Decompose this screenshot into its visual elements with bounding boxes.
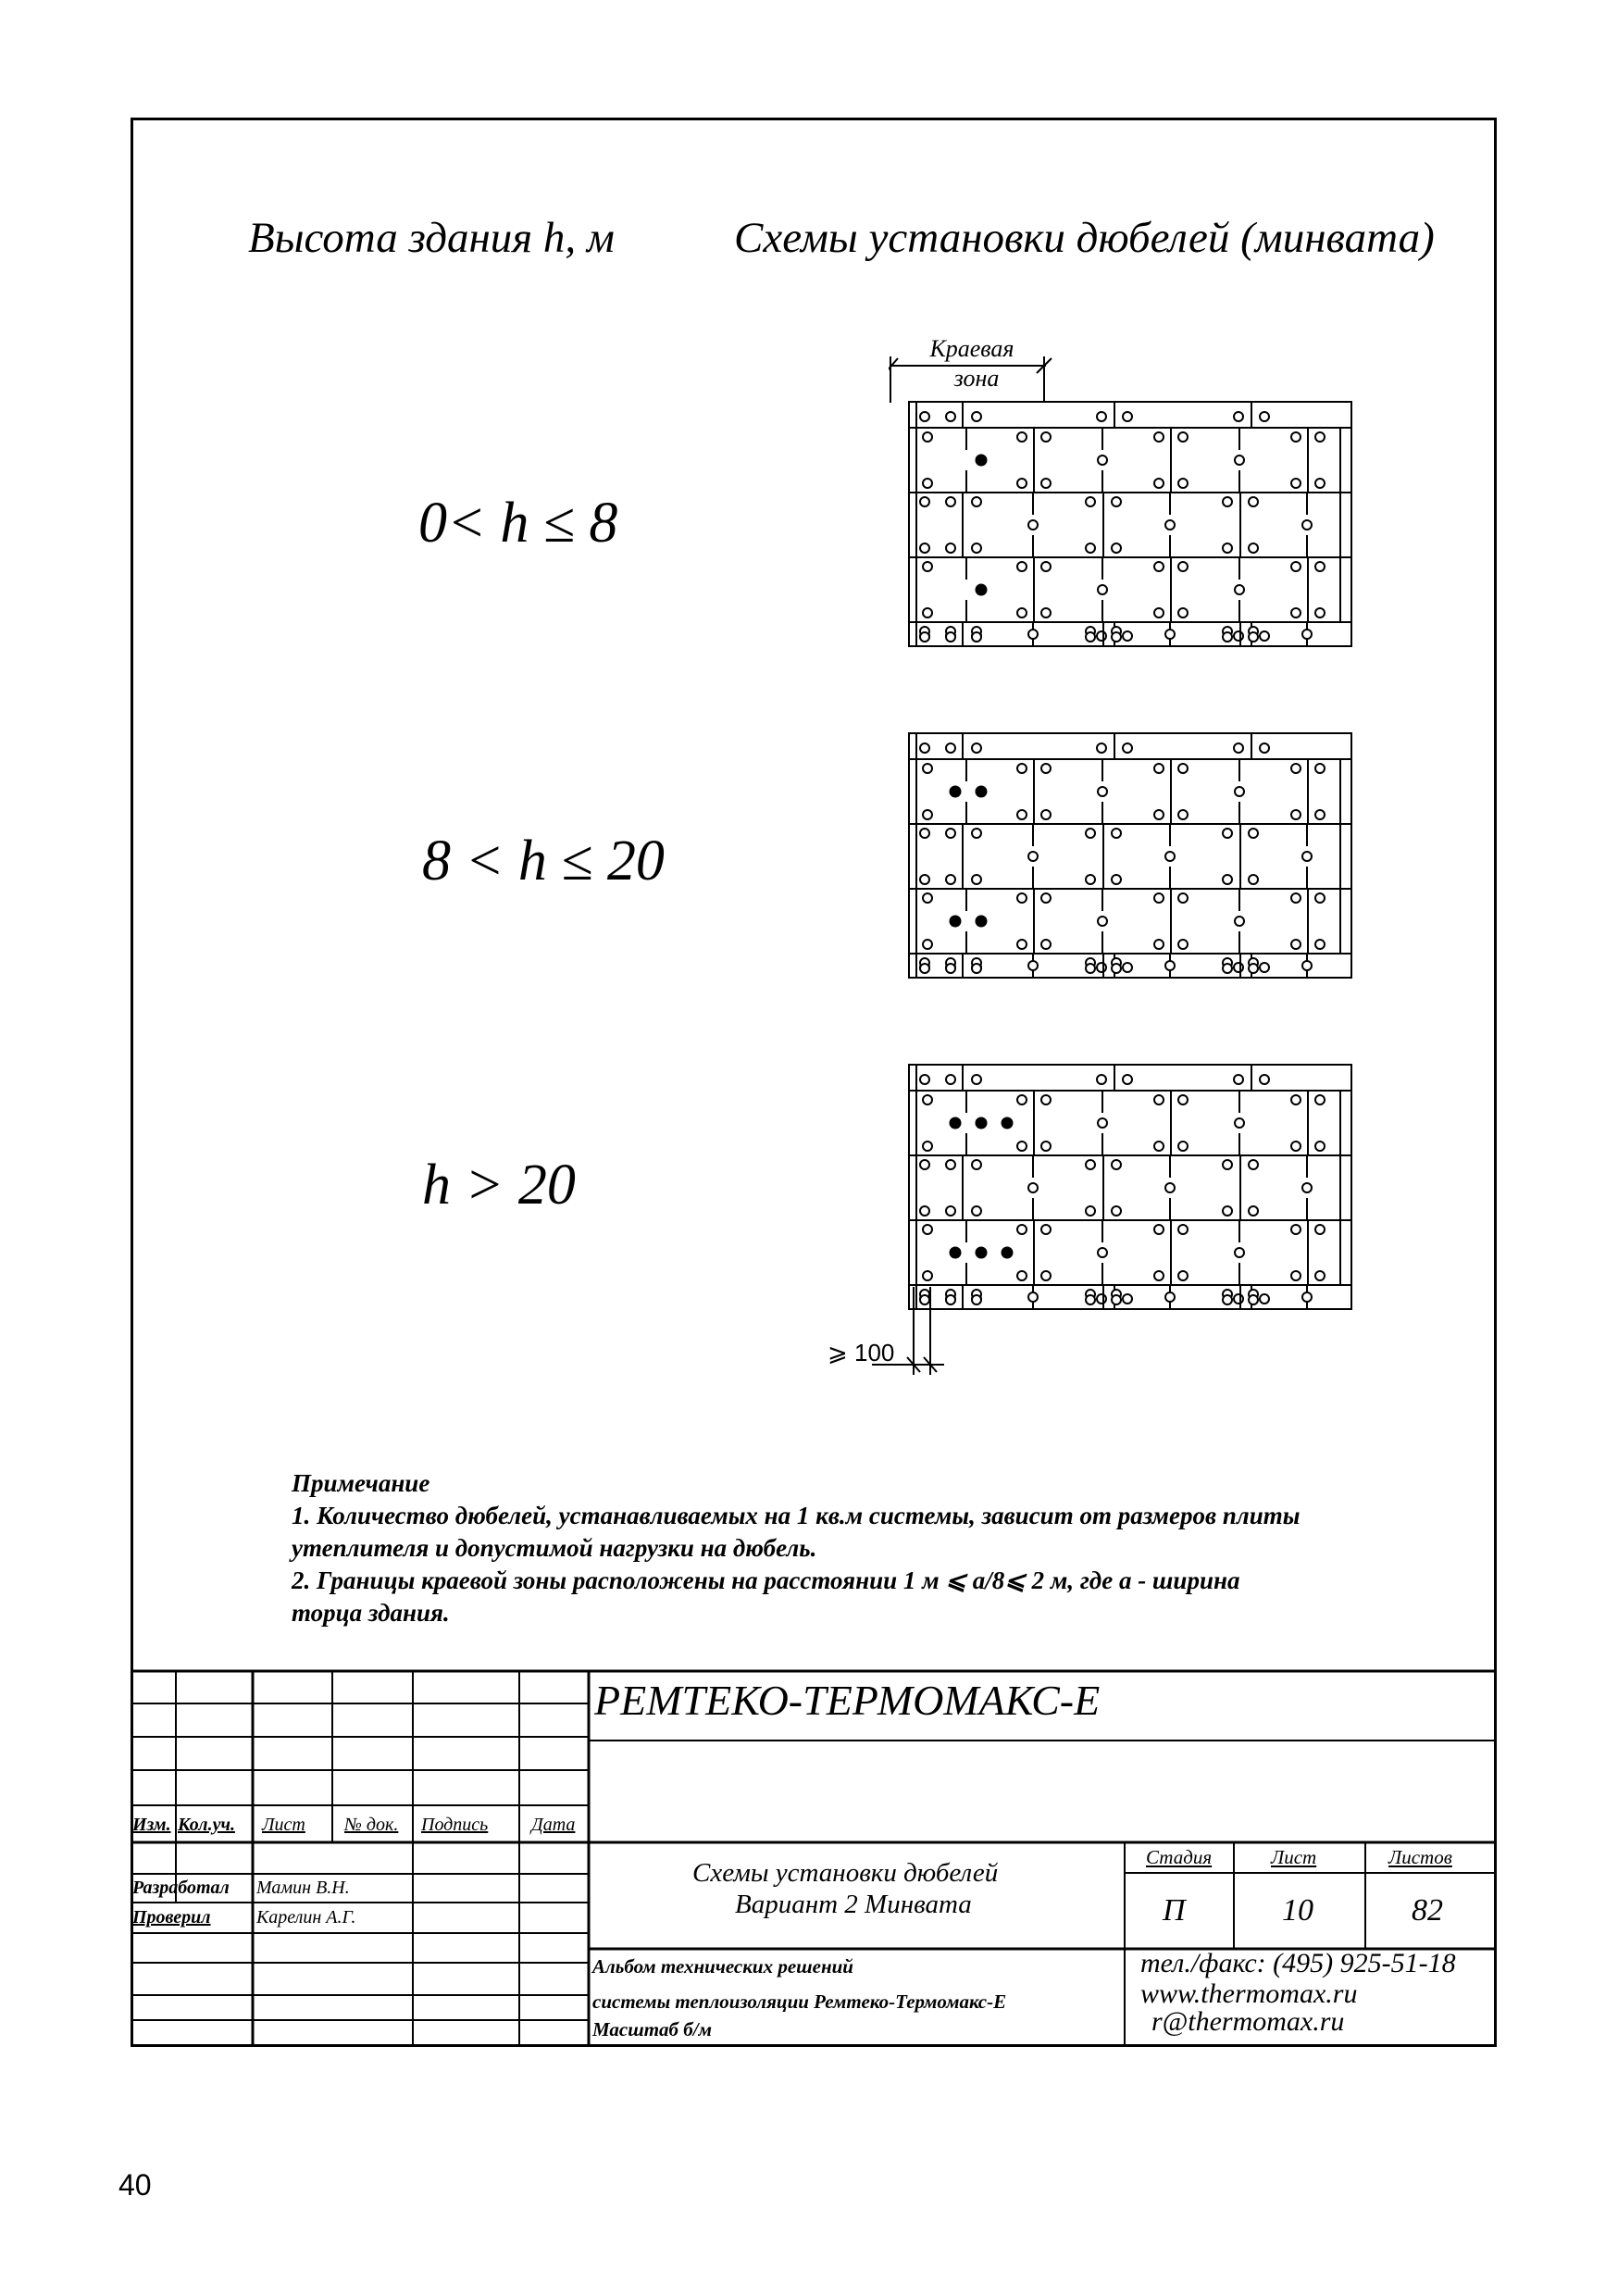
dowel — [1165, 1292, 1175, 1302]
dowel — [1086, 964, 1095, 973]
dowel — [1112, 632, 1121, 642]
dowel-scheme-2 — [905, 730, 1357, 981]
dowel — [1302, 630, 1312, 639]
dowel — [972, 964, 981, 973]
dowel — [1154, 810, 1164, 819]
dowel — [920, 1206, 929, 1216]
dowel — [1086, 875, 1095, 884]
dowel — [1017, 432, 1027, 442]
dowel — [1315, 562, 1325, 571]
dowel — [946, 875, 955, 884]
dowel — [1086, 829, 1095, 838]
dowel — [1302, 520, 1312, 530]
dowel — [1178, 1225, 1188, 1234]
sheet-value: 10 — [1282, 1893, 1313, 1928]
note-line-1: 1. Количество дюбелей, устанавливаемых на 1 кв.м системы, зависит от размеров плиты — [292, 1502, 1301, 1529]
sheets-value: 82 — [1412, 1893, 1443, 1928]
dowel — [1154, 1271, 1164, 1280]
edge-dowel — [977, 455, 987, 466]
dowel — [1017, 1095, 1027, 1104]
dowel — [1235, 1248, 1244, 1257]
dowel — [946, 543, 955, 553]
dowel — [1112, 1295, 1121, 1304]
dowel — [1086, 497, 1095, 506]
dowel — [1223, 632, 1232, 642]
dowel — [923, 562, 932, 571]
company-name: РЕМТЕКО-ТЕРМОМАКС-Е — [594, 1677, 1101, 1724]
dowel — [920, 632, 929, 642]
dowel — [1165, 630, 1175, 639]
dowel — [1041, 1095, 1051, 1104]
dowel — [1223, 1295, 1232, 1304]
dowel — [1112, 1206, 1121, 1216]
dowel — [1041, 562, 1051, 571]
dowel — [1165, 961, 1175, 970]
dowel — [923, 1142, 932, 1151]
dowel — [1223, 964, 1232, 973]
dowel — [1028, 520, 1038, 530]
col-header-date: Дата — [531, 1815, 576, 1835]
dowel — [1154, 893, 1164, 903]
sheets-label: Листов — [1388, 1846, 1452, 1868]
dowel — [1315, 608, 1325, 618]
col-header-izm: Изм. — [132, 1815, 171, 1835]
edge-dowel — [977, 585, 987, 595]
dowel — [1235, 585, 1244, 594]
dowel — [1112, 1160, 1121, 1169]
dowel — [1017, 1271, 1027, 1280]
dowel — [1234, 412, 1243, 421]
dowel — [1178, 1095, 1188, 1104]
dowel — [946, 1160, 955, 1169]
min-distance-label: ⩾ 100 — [828, 1339, 895, 1366]
dowel — [946, 1206, 955, 1216]
dowel — [1112, 543, 1121, 553]
dowel — [1097, 1294, 1106, 1304]
dowel — [1041, 940, 1051, 949]
dowel — [972, 1160, 981, 1169]
dowel — [1123, 963, 1132, 972]
dowel — [1086, 1206, 1095, 1216]
dowel — [1165, 520, 1175, 530]
dowel — [923, 893, 932, 903]
dowel — [1097, 743, 1106, 753]
dowel — [1041, 479, 1051, 488]
developed-label: Разработал — [132, 1878, 230, 1898]
dowel — [1041, 1271, 1051, 1280]
dowel — [1315, 810, 1325, 819]
dowel — [1041, 1142, 1051, 1151]
col-header-sign: Подпись — [421, 1815, 489, 1835]
dowel — [923, 479, 932, 488]
dowel — [1086, 1160, 1095, 1169]
notes-title: Примечание — [292, 1469, 430, 1497]
dowel — [1249, 964, 1258, 973]
dowel — [1041, 764, 1051, 773]
dowel — [1291, 562, 1301, 571]
dowel — [972, 1075, 981, 1084]
dowel — [1112, 964, 1121, 973]
dowel — [972, 497, 981, 506]
dowel — [1123, 1075, 1132, 1084]
dowel — [1178, 940, 1188, 949]
dowel — [1302, 1292, 1312, 1302]
dowel — [1028, 1292, 1038, 1302]
dowel — [1234, 1075, 1243, 1084]
dowel — [946, 1075, 955, 1084]
drawing-title-line1: Схемы установки дюбелей — [692, 1858, 999, 1888]
dowel — [1315, 1142, 1325, 1151]
album-line2: системы теплоизоляции Ремтеко-Термомакс-Е — [592, 1990, 1007, 2013]
dowel — [923, 940, 932, 949]
dowel — [1223, 543, 1232, 553]
dowel — [1315, 764, 1325, 773]
col-header-list: Лист — [262, 1815, 305, 1835]
dowel — [1028, 630, 1038, 639]
dowel — [1017, 479, 1027, 488]
dowel — [923, 432, 932, 442]
dowel — [920, 875, 929, 884]
edge-dowel — [951, 917, 961, 927]
sheet-label: Лист — [1271, 1846, 1317, 1868]
col-header-doc: № док. — [344, 1815, 399, 1835]
dowel — [972, 743, 981, 753]
dowel — [1291, 764, 1301, 773]
dowel — [946, 743, 955, 753]
dowel — [1249, 829, 1258, 838]
dowel — [920, 543, 929, 553]
dowel — [1123, 1294, 1132, 1304]
dowel — [1291, 1142, 1301, 1151]
dowel — [1154, 1095, 1164, 1104]
dowel — [1165, 852, 1175, 861]
dowel — [972, 1206, 981, 1216]
dowel — [923, 1271, 932, 1280]
dowel — [1178, 810, 1188, 819]
dowel — [1154, 562, 1164, 571]
dowel — [1098, 1248, 1107, 1257]
dowel — [1260, 963, 1269, 972]
dowel — [923, 810, 932, 819]
dowel — [972, 543, 981, 553]
dowel — [972, 1295, 981, 1304]
note-line-4: торца здания. — [292, 1599, 450, 1627]
edge-zone-line1: Краевая — [929, 335, 1014, 362]
dowel — [1178, 432, 1188, 442]
dowel — [1315, 432, 1325, 442]
condition-1: 0< h ≤ 8 — [418, 492, 618, 555]
contact-phone: тел./факс: (495) 925-51-18 — [1140, 1948, 1456, 1978]
dowel — [1017, 893, 1027, 903]
album-line3: Масштаб б/м — [592, 2018, 712, 2040]
dowel — [1178, 608, 1188, 618]
dowel — [1291, 1271, 1301, 1280]
edge-dowel — [1002, 1118, 1013, 1129]
dowel — [1223, 829, 1232, 838]
dowel-scheme-1 — [905, 398, 1357, 650]
contact-email: r@thermomax.ru — [1151, 2006, 1345, 2037]
dowel — [920, 1075, 929, 1084]
dowel — [1097, 631, 1106, 641]
dowel — [1223, 1206, 1232, 1216]
dowel — [1235, 917, 1244, 926]
dowel — [946, 964, 955, 973]
note-line-2: утеплителя и допустимой нагрузки на дюбель. — [292, 1534, 817, 1562]
dowel — [1086, 543, 1095, 553]
dowel — [1154, 608, 1164, 618]
dowel — [1154, 1142, 1164, 1151]
dowel — [1234, 743, 1243, 753]
checked-label: Проверил — [132, 1907, 211, 1928]
dowel — [1098, 787, 1107, 796]
dowel — [1178, 764, 1188, 773]
dowel — [920, 829, 929, 838]
dowel — [946, 632, 955, 642]
dowel — [1315, 1271, 1325, 1280]
dowel — [1260, 743, 1269, 753]
edge-dowel — [951, 1248, 961, 1258]
dowel — [1178, 1142, 1188, 1151]
dowel — [1017, 608, 1027, 618]
checked-name: Карелин А.Г. — [256, 1907, 356, 1928]
col-header-kol: Кол.уч. — [178, 1815, 235, 1835]
dowel — [1315, 893, 1325, 903]
dowel — [1154, 940, 1164, 949]
dowel — [1302, 961, 1312, 970]
dowel — [1017, 1225, 1027, 1234]
dowel — [1223, 875, 1232, 884]
dowel — [972, 632, 981, 642]
dowel — [1260, 1294, 1269, 1304]
dowel — [1017, 764, 1027, 773]
edge-dowel — [977, 1118, 987, 1129]
dowel — [920, 497, 929, 506]
dowel — [1086, 632, 1095, 642]
dowel — [1234, 1294, 1243, 1304]
edge-zone-line2: зона — [953, 365, 1000, 392]
dowel — [1097, 412, 1106, 421]
dowel — [1249, 1160, 1258, 1169]
dowel — [1302, 1183, 1312, 1192]
dowel — [1017, 562, 1027, 571]
edge-dowel — [951, 1118, 961, 1129]
dowel — [1086, 1295, 1095, 1304]
min-distance-dimension — [815, 1287, 963, 1389]
dowel — [1041, 432, 1051, 442]
notes-block — [292, 1467, 1402, 1629]
dowel — [1315, 940, 1325, 949]
dowel — [1260, 631, 1269, 641]
dowel — [946, 412, 955, 421]
dowel — [1178, 1271, 1188, 1280]
dowel — [1315, 1225, 1325, 1234]
dowel — [1178, 562, 1188, 571]
dowel — [946, 497, 955, 506]
dowel — [1017, 1142, 1027, 1151]
dowel — [1291, 1225, 1301, 1234]
dowel — [923, 1225, 932, 1234]
developed-name: Мамин В.Н. — [256, 1878, 350, 1898]
dowel — [1249, 875, 1258, 884]
dowel — [972, 875, 981, 884]
dowel — [1041, 1225, 1051, 1234]
dowel — [1234, 963, 1243, 972]
dowel — [920, 412, 929, 421]
dowel — [1154, 764, 1164, 773]
edge-dowel — [951, 787, 961, 797]
dowel — [1291, 432, 1301, 442]
dowel — [1291, 608, 1301, 618]
dowel — [923, 1095, 932, 1104]
dowel — [1154, 432, 1164, 442]
dowel — [1291, 810, 1301, 819]
dowel — [1249, 1295, 1258, 1304]
dowel — [1165, 1183, 1175, 1192]
dowel — [1112, 875, 1121, 884]
dowel — [1223, 1160, 1232, 1169]
dowel — [920, 743, 929, 753]
album-line1: Альбом технических решений — [592, 1955, 853, 1978]
dowel — [923, 764, 932, 773]
dowel — [1154, 479, 1164, 488]
dowel — [1017, 940, 1027, 949]
dowel — [1235, 455, 1244, 465]
dowel — [1123, 743, 1132, 753]
edge-dowel — [977, 1248, 987, 1258]
dowel — [946, 829, 955, 838]
dowel — [1315, 479, 1325, 488]
dowel — [1097, 963, 1106, 972]
dowel — [1249, 1206, 1258, 1216]
dowel — [1249, 497, 1258, 506]
dowel — [1291, 893, 1301, 903]
height-header: Высота здания h, м — [248, 214, 615, 262]
dowel — [972, 412, 981, 421]
dowel — [1178, 893, 1188, 903]
edge-dowel — [977, 917, 987, 927]
dowel — [1041, 608, 1051, 618]
dowel — [1028, 852, 1038, 861]
edge-dowel — [1002, 1248, 1013, 1258]
dowel — [1098, 1118, 1107, 1128]
dowel — [1112, 497, 1121, 506]
dowel — [1302, 852, 1312, 861]
dowel — [1234, 631, 1243, 641]
dowel-scheme-3 — [905, 1061, 1357, 1313]
condition-3: h > 20 — [422, 1154, 576, 1217]
dowel — [1291, 479, 1301, 488]
dowel — [1260, 1075, 1269, 1084]
stage-label: Стадия — [1146, 1846, 1213, 1868]
dowel — [1249, 632, 1258, 642]
dowel — [1154, 1225, 1164, 1234]
dowel — [1249, 543, 1258, 553]
dowel — [1097, 1075, 1106, 1084]
dowel — [1223, 497, 1232, 506]
edge-zone-annotation — [889, 329, 1055, 403]
dowel — [920, 1160, 929, 1169]
dowel — [1315, 1095, 1325, 1104]
schemes-header: Схемы установки дюбелей (минвата) — [734, 214, 1435, 262]
dowel — [1028, 961, 1038, 970]
dowel — [1041, 810, 1051, 819]
dowel — [1123, 631, 1132, 641]
drawing-title-line2: Вариант 2 Минвата — [735, 1890, 972, 1919]
dowel — [1017, 810, 1027, 819]
dowel — [1291, 1095, 1301, 1104]
dowel — [1260, 412, 1269, 421]
dowel — [1098, 585, 1107, 594]
dowel — [1123, 412, 1132, 421]
dowel — [920, 964, 929, 973]
dowel — [1235, 787, 1244, 796]
contact-web: www.thermomax.ru — [1140, 1978, 1358, 2009]
dowel — [1028, 1183, 1038, 1192]
dowel — [1291, 940, 1301, 949]
dowel — [1098, 455, 1107, 465]
dowel — [1178, 479, 1188, 488]
page-number: 40 — [118, 2168, 152, 2202]
dowel — [1112, 829, 1121, 838]
dowel — [923, 608, 932, 618]
edge-dowel — [977, 787, 987, 797]
stage-value: П — [1163, 1893, 1186, 1928]
dowel — [1041, 893, 1051, 903]
condition-2: 8 < h ≤ 20 — [422, 830, 665, 892]
dowel — [972, 829, 981, 838]
dowel — [1235, 1118, 1244, 1128]
note-line-3: 2. Границы краевой зоны расположены на расстоянии 1 м ⩽ a/8⩽ 2 м, где a - ширина — [292, 1566, 1240, 1594]
dowel — [1098, 917, 1107, 926]
